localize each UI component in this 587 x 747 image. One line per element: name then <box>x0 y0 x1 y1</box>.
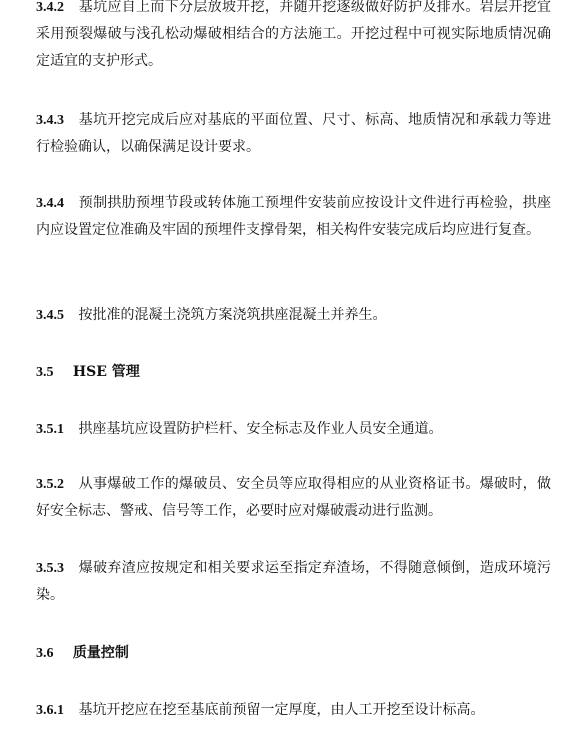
clause-text: 爆破弃渣应按规定和相关要求运至指定弃渣场，不得随意倾倒，造成环境污染。 <box>36 560 552 603</box>
section-number: 3.6 <box>36 646 54 661</box>
clause-text: 按批准的混凝土浇筑方案浇筑拱座混凝土并养生。 <box>78 307 387 323</box>
clause-3-5-3 <box>36 555 551 609</box>
clause-3-4-4 <box>36 190 551 244</box>
clause-number: 3.4.2 <box>36 0 64 15</box>
clause-number: 3.5.1 <box>36 422 64 437</box>
clause-number: 3.5.2 <box>36 477 64 492</box>
section-title: HSE 管理 <box>72 364 140 380</box>
clause-number: 3.5.3 <box>36 561 64 576</box>
clause-3-5-2 <box>36 471 551 525</box>
clause-text: 从事爆破工作的爆破员、安全员等应取得相应的从业资格证书。爆破时，做好安全标志、警戒、信号等工作，必要时应对爆破震动进行监测。 <box>36 476 552 519</box>
clause-text: 拱座基坑应设置防护栏杆、安全标志及作业人员安全通道。 <box>78 421 443 437</box>
section-heading-hse <box>36 359 140 386</box>
clause-3-5-1 <box>36 416 551 443</box>
clause-3-4-2 <box>36 0 551 75</box>
section-heading-quality <box>36 640 129 667</box>
section-title: 质量控制 <box>72 645 129 661</box>
clause-number: 3.6.1 <box>36 703 64 718</box>
clause-text: 基坑开挖应在挖至基底前预留一定厚度，由人工开挖至设计标高。 <box>78 702 485 718</box>
clause-text: 预制拱肋预埋节段或转体施工预埋件安装前应按设计文件进行再检验，拱座内应设置定位准确及牢固的预埋件支撑骨架，相关构件安装完成后均应进行复查。 <box>36 195 552 238</box>
clause-3-6-1 <box>36 697 551 724</box>
clause-number: 3.4.4 <box>36 196 64 211</box>
clause-3-4-3 <box>36 107 551 161</box>
clause-text: 基坑开挖完成后应对基底的平面位置、尺寸、标高、地质情况和承载力等进行检验确认，以确保满足设计要求。 <box>36 112 552 155</box>
clause-number: 3.4.3 <box>36 113 64 128</box>
clause-3-4-5 <box>36 302 551 329</box>
clause-number: 3.4.5 <box>36 308 64 323</box>
clause-text: 基坑应自上而下分层放坡开挖，并随开挖逐级做好防护及排水。岩层开挖宜采用预裂爆破与浅孔松动爆破相结合的方法施工。开挖过程中可视实际地质情况确定适宜的支护形式。 <box>36 0 552 69</box>
section-number: 3.5 <box>36 365 54 380</box>
